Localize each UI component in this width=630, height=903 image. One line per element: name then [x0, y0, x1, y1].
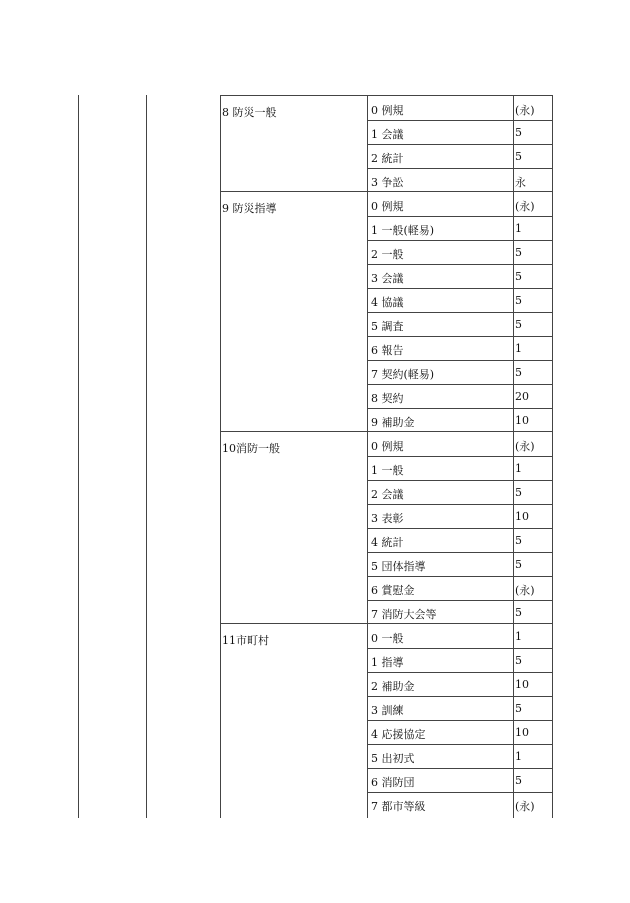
item-label: 0 一般: [371, 632, 404, 645]
table-row: [368, 696, 552, 721]
retention-period: 5: [515, 606, 522, 619]
retention-period: 5: [515, 702, 522, 715]
item-label: 5 出初式: [371, 752, 415, 765]
table-row: [368, 384, 552, 409]
table-row: [368, 624, 552, 649]
item-label: 0 例規: [371, 104, 404, 117]
retention-period: 5: [515, 318, 522, 331]
table-row: [368, 240, 552, 265]
table-row: [368, 216, 552, 241]
item-label: 8 契約: [371, 392, 404, 405]
table-row: [368, 600, 552, 624]
retention-period: 5: [515, 366, 522, 379]
table-row: [368, 192, 552, 217]
item-label: 2 会議: [371, 488, 404, 501]
table-row: [368, 456, 552, 481]
table-row: [368, 648, 552, 673]
table-row: [368, 360, 552, 385]
item-label: 2 一般: [371, 248, 404, 261]
item-label: 4 応援協定: [371, 728, 426, 741]
table-row: [368, 288, 552, 313]
retention-period: 5: [515, 654, 522, 667]
group-name: 10消防一般: [222, 442, 280, 455]
table-row: [368, 168, 552, 192]
table-row: [368, 408, 552, 432]
retention-period: 5: [515, 294, 522, 307]
table-row: [368, 744, 552, 769]
retention-period: 10: [515, 510, 529, 523]
retention-period: 1: [515, 750, 522, 763]
group-section: [221, 95, 552, 192]
retention-period: 10: [515, 726, 529, 739]
retention-period: 永: [515, 176, 526, 189]
table-row: [368, 96, 552, 121]
retention-period: (永): [515, 200, 535, 213]
item-label: 6 賞慰金: [371, 584, 415, 597]
retention-period: 10: [515, 678, 529, 691]
table-row: [368, 432, 552, 457]
retention-period: (永): [515, 584, 535, 597]
item-label: 3 訓練: [371, 704, 404, 717]
item-label: 7 契約(軽易): [371, 368, 435, 381]
table-row: [368, 768, 552, 793]
item-label: 2 補助金: [371, 680, 415, 693]
item-label: 3 表彰: [371, 512, 404, 525]
table-row: [368, 528, 552, 553]
table-row: [368, 312, 552, 337]
table-row: [368, 552, 552, 577]
item-label: 6 消防団: [371, 776, 415, 789]
table-row: [368, 144, 552, 169]
item-label: 4 統計: [371, 536, 404, 549]
group-name: 9 防災指導: [222, 202, 277, 215]
retention-period: 1: [515, 342, 522, 355]
table-row: [368, 720, 552, 745]
group-section: [221, 431, 552, 624]
retention-period: (永): [515, 104, 535, 117]
table-row: [368, 264, 552, 289]
item-label: 3 会議: [371, 272, 404, 285]
retention-period: 1: [515, 222, 522, 235]
item-label: 5 調査: [371, 320, 404, 333]
retention-period: (永): [515, 440, 535, 453]
retention-period: 5: [515, 486, 522, 499]
item-label: 7 消防大会等: [371, 608, 437, 621]
item-label: 4 協議: [371, 296, 404, 309]
retention-table: [220, 95, 553, 818]
retention-period: 1: [515, 630, 522, 643]
group-name: 8 防災一般: [222, 106, 277, 119]
item-label: 6 報告: [371, 344, 404, 357]
retention-period: 5: [515, 774, 522, 787]
retention-period: 10: [515, 414, 529, 427]
group-name: 11市町村: [222, 634, 269, 647]
table-row: [368, 504, 552, 529]
retention-period: 5: [515, 150, 522, 163]
table-row: [368, 336, 552, 361]
item-label: 1 一般: [371, 464, 404, 477]
retention-period: 5: [515, 126, 522, 139]
group-section: [221, 191, 552, 432]
retention-period: 5: [515, 246, 522, 259]
table-row: [368, 672, 552, 697]
item-label: 3 争訟: [371, 176, 404, 189]
group-section: [221, 623, 552, 816]
table-row: [368, 120, 552, 145]
retention-period: 5: [515, 558, 522, 571]
item-label: 2 統計: [371, 152, 404, 165]
item-label: 7 都市等級: [371, 800, 426, 813]
item-label: 1 一般(軽易): [371, 224, 435, 237]
item-label: 1 指導: [371, 656, 404, 669]
retention-period: 5: [515, 534, 522, 547]
item-label: 1 会議: [371, 128, 404, 141]
item-label: 9 補助金: [371, 416, 415, 429]
second-column-line: [146, 95, 147, 818]
item-label: 0 例規: [371, 200, 404, 213]
table-row: [368, 480, 552, 505]
outer-left-column-line: [78, 95, 79, 818]
table-row: [368, 792, 552, 816]
retention-period: 20: [515, 390, 529, 403]
retention-period: 1: [515, 462, 522, 475]
item-label: 5 団体指導: [371, 560, 426, 573]
retention-period: 5: [515, 270, 522, 283]
item-label: 0 例規: [371, 440, 404, 453]
retention-period: (永): [515, 800, 535, 813]
table-row: [368, 576, 552, 601]
